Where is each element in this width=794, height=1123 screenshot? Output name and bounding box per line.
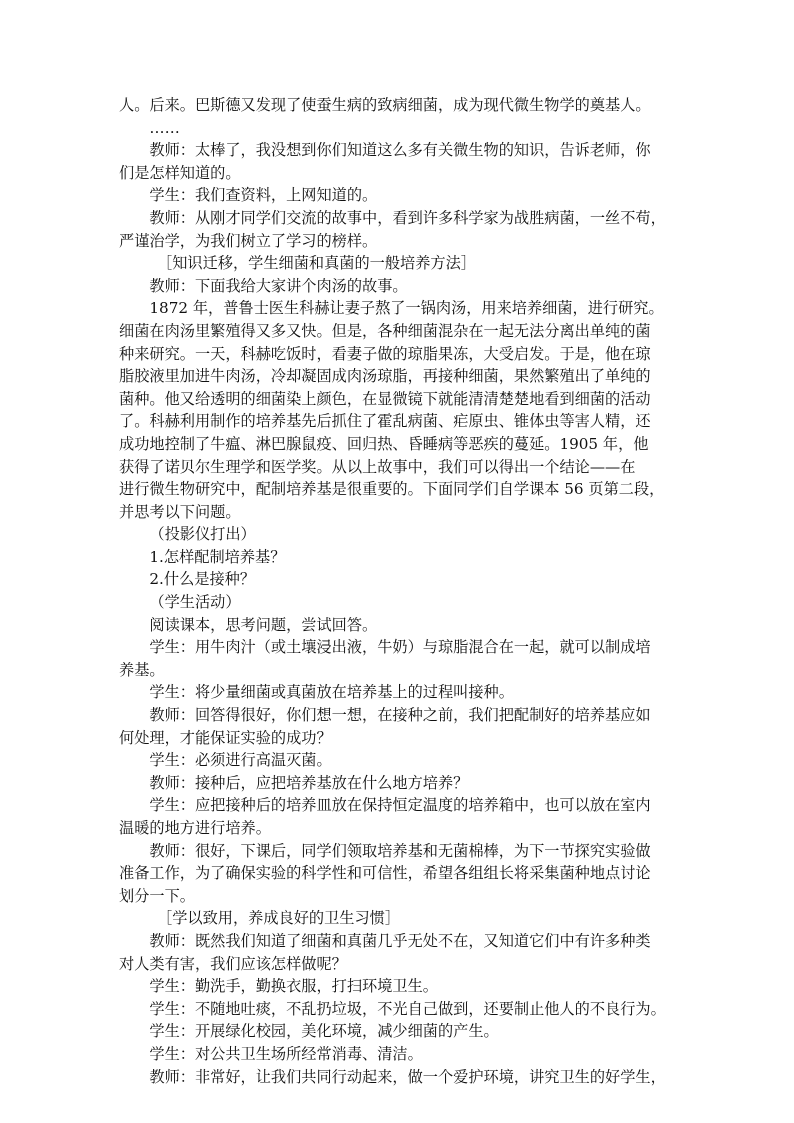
text-line: 严谨治学，为我们树立了学习的榜样。: [119, 231, 378, 250]
paragraph-student-inoculation: [119, 681, 679, 704]
text-line: 教师：非常好，让我们共同行动起来，做一个爱护环境，讲究卫生的好学生，: [149, 1067, 666, 1086]
paragraph-teacher-scientists-cont: [119, 230, 679, 253]
paragraph-ellipsis: [119, 117, 679, 140]
text-line: （学生活动）: [149, 593, 241, 612]
question-1: [119, 546, 679, 569]
text-line: 进行微生物研究中，配制培养基是很重要的。下面同学们自学课本 56 页第二段，: [119, 480, 665, 499]
paragraph-pasteur: [119, 94, 679, 117]
section-heading-apply-learning: [119, 907, 679, 930]
paragraph-student-disinfect: [119, 1043, 679, 1066]
text-line: 1.怎样配制培养基？: [149, 547, 286, 566]
text-line: 对人类有害，我们应该怎样做呢？: [119, 954, 347, 973]
paragraph-teacher-homework-cont: [119, 862, 679, 907]
paragraph-student-wash: [119, 975, 679, 998]
text-line: 学生：用牛肉汁（或土壤浸出液，牛奶）与琼脂混合在一起，就可以制成培: [149, 638, 651, 657]
paragraph-teacher-scientists: [119, 207, 679, 230]
text-line: 教师：既然我们知道了细菌和真菌几乎无处不在，又知道它们中有许多种类: [149, 931, 651, 950]
paragraph-projector: [119, 523, 679, 546]
text-line: 2.什么是接种？: [149, 570, 256, 589]
paragraph-teacher-hygiene-q: [119, 930, 679, 953]
text-line: 准备工作，为了确保实验的科学性和可信性，希望各组组长将采集菌种地点讨论: [119, 864, 651, 883]
text-line: 1872 年，普鲁士医生科赫让妻子熬了一锅肉汤，用来培养细菌，进行研究。: [149, 299, 664, 318]
paragraph-teacher-sterilize-q-cont: [119, 727, 679, 750]
paragraph-student-incubator: [119, 794, 679, 817]
paragraph-koch-story: [119, 297, 679, 320]
text-line: 菌种。他又给透明的细菌染上颜色，在显微镜下就能清清楚楚地看到细菌的活动: [119, 389, 651, 408]
text-line: 教师：很好，下课后，同学们领取培养基和无菌棉棒，为下一节探究实验做: [149, 841, 651, 860]
text-line: 学生：应把接种后的培养皿放在保持恒定温度的培养箱中，也可以放在室内: [149, 796, 651, 815]
text-line: 成功地控制了牛瘟、淋巴腺鼠疫、回归热、昏睡病等恶疾的蔓延。1905 年，他: [119, 434, 649, 453]
paragraph-student-medium-cont: [119, 659, 679, 682]
text-line: 何处理，才能保证实验的成功？: [119, 728, 332, 747]
paragraph-student-green: [119, 1020, 679, 1043]
paragraph-read-textbook: [119, 614, 679, 637]
text-line: （投影仪打出）: [149, 525, 256, 544]
text-line: 阅读课本，思考问题，尝试回答。: [149, 615, 378, 634]
text-line: 教师：下面我给大家讲个肉汤的故事。: [149, 276, 408, 295]
text-line: ［知识迁移，学生细菌和真菌的一般培养方法］: [157, 254, 476, 273]
text-line: 学生：对公共卫生场所经常消毒、清洁。: [149, 1044, 423, 1063]
text-line: 脂胶液里加进牛肉汤，冷却凝固成肉汤琼脂，再接种细菌，果然繁殖出了单纯的: [119, 367, 651, 386]
question-2: [119, 568, 679, 591]
text-line: 养基。: [119, 660, 165, 679]
text-line: 人。后来。巴斯德又发现了使蚕生病的致病细菌，成为现代微生物学的奠基人。: [119, 96, 651, 114]
text-line: 学生：我们查资料，上网知道的。: [149, 186, 378, 205]
text-line: 种来研究。一天，科赫吃饭时，看妻子做的琼脂果冻，大受启发。于是，他在琼: [119, 344, 651, 363]
text-line: 并思考以下问题。: [119, 502, 241, 521]
document-page: [119, 94, 679, 1088]
section-heading-knowledge-transfer: [119, 252, 679, 275]
text-line: 温暖的地方进行培养。: [119, 819, 271, 837]
text-line: 学生：开展绿化校园，美化环境，减少细菌的产生。: [149, 1022, 499, 1041]
paragraph-student-answer-1: [119, 184, 679, 207]
text-line: 教师：太棒了，我没想到你们知道这么多有关微生物的知识，告诉老师，你: [149, 141, 651, 160]
paragraph-teacher-praise-cont: [119, 162, 679, 185]
text-line: 细菌在肉汤里繁殖得又多又快。但是，各种细菌混杂在一起无法分离出单纯的菌: [119, 321, 651, 340]
paragraph-teacher-closing: [119, 1066, 679, 1089]
text-line: 获得了诺贝尔生理学和医学奖。从以上故事中，我们可以得出一个结论——在: [119, 457, 636, 476]
text-line: ［学以致用，养成良好的卫生习惯］: [157, 909, 400, 928]
text-line: 学生：将少量细菌或真菌放在培养基上的过程叫接种。: [149, 683, 514, 702]
text-line: ……: [149, 118, 180, 137]
text-line: 了。科赫利用制作的培养基先后抓住了霍乱病菌、疟原虫、锥体虫等害人精，还: [119, 412, 651, 431]
text-line: 学生：勤洗手，勤换衣服，打扫环境卫生。: [149, 977, 438, 996]
paragraph-teacher-culture-q: [119, 772, 679, 795]
paragraph-teacher-homework: [119, 840, 679, 863]
text-line: 教师：接种后，应把培养基放在什么地方培养？: [149, 773, 469, 792]
paragraph-koch-story-body: [119, 320, 679, 523]
paragraph-teacher-sterilize-q: [119, 704, 679, 727]
text-line: 教师：回答得很好，你们想一想，在接种之前，我们把配制好的培养基应如: [149, 706, 651, 725]
text-line: 们是怎样知道的。: [119, 163, 241, 182]
paragraph-teacher-hygiene-q-cont: [119, 953, 679, 976]
text-line: 学生：不随地吐痰，不乱扔垃圾，不光自己做到，还要制止他人的不良行为。: [149, 999, 666, 1018]
paragraph-student-activity: [119, 591, 679, 614]
paragraph-student-sterilize: [119, 749, 679, 772]
text-line: 学生：必须进行高温灭菌。: [149, 751, 332, 770]
paragraph-teacher-broth-story: [119, 275, 679, 298]
paragraph-student-no-spit: [119, 998, 679, 1021]
paragraph-student-incubator-cont: [119, 817, 679, 840]
text-line: 划分一下。: [119, 886, 195, 905]
text-line: 教师：从刚才同学们交流的故事中，看到许多科学家为战胜病菌，一丝不苟，: [149, 208, 666, 227]
paragraph-teacher-praise: [119, 139, 679, 162]
paragraph-student-medium: [119, 636, 679, 659]
